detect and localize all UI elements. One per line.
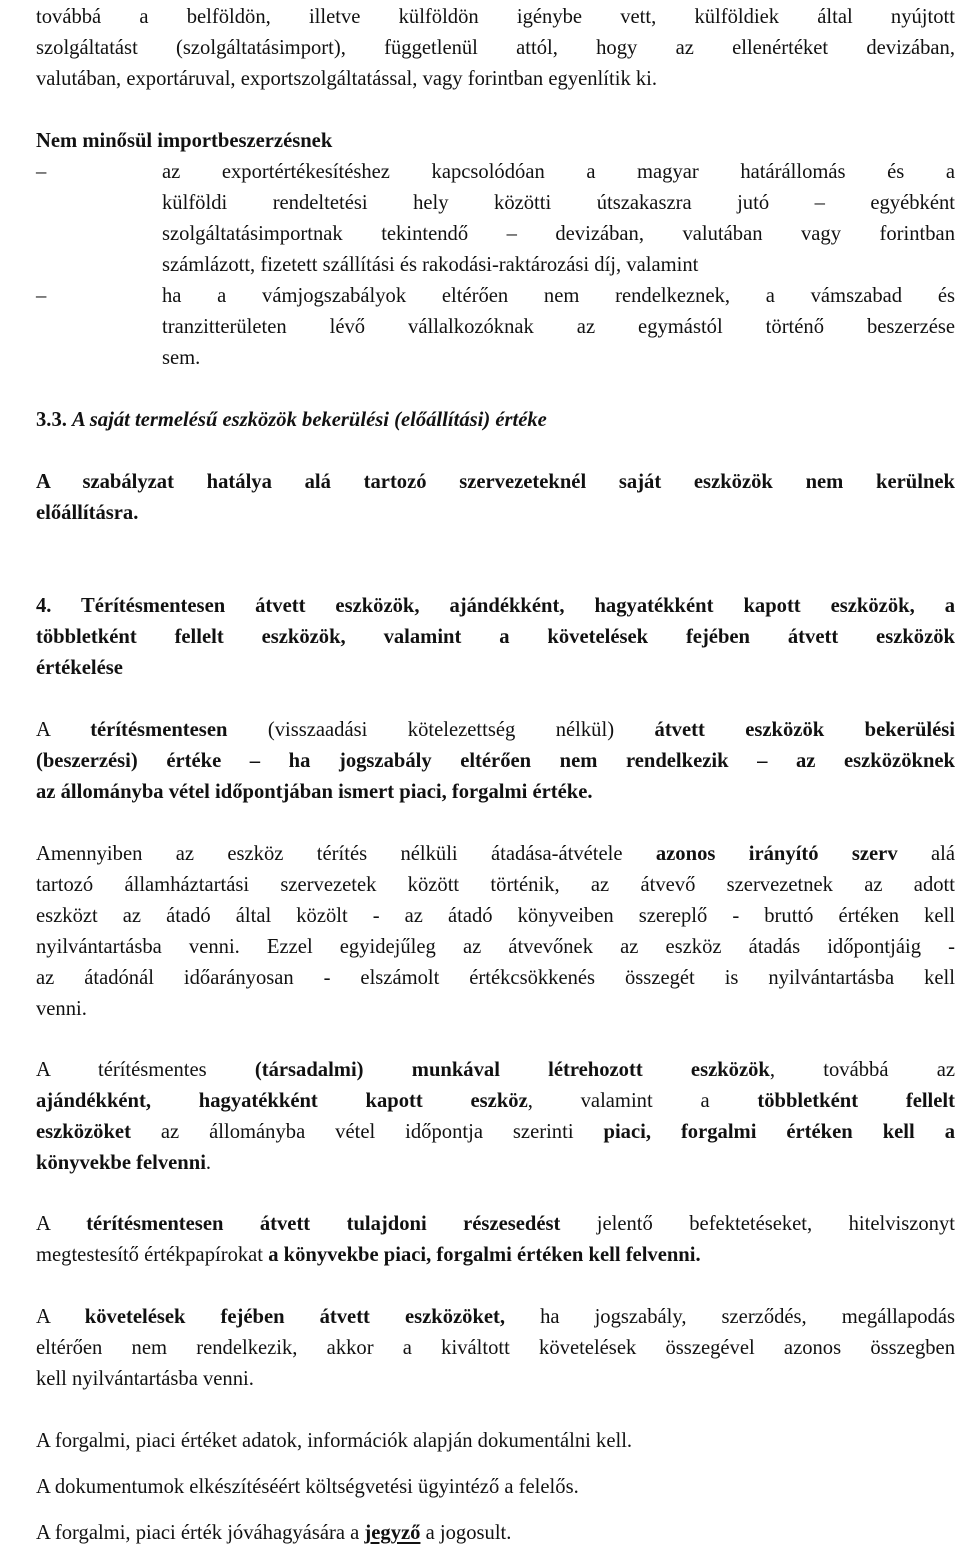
text-run: alá [897,843,955,865]
text-line [36,1302,955,1333]
paragraph-responsibility: A dokumentumok elkészítéséért költségvetési ügyintéző a felelős. [36,1476,579,1498]
text-line [36,1148,955,1179]
text-run: többletként fellelt [757,1090,955,1112]
text-line: 4. Térítésmentesen átvett eszközök, ajándékként, hagyatékként kapott eszközök, a [36,595,955,617]
list-item [36,157,955,281]
paragraph-documentation: A forgalmi, piaci értéket adatok, információk alapján dokumentálni kell. [36,1430,633,1452]
text-line [36,1117,955,1148]
text-run: A [36,1306,85,1328]
text-line: eltérően nem rendelkezik, akkor a kiváltott követelések összegével azonos összegben [36,1337,955,1359]
text-line [36,715,955,746]
text-line: az exportértékesítéshez kapcsolódóan a magyar határállomás és a [162,161,955,183]
text-line: az állományba vétel időpontjában ismert piaci, forgalmi értéke. [36,781,593,803]
text-line: eszközt az átadó által közölt - az átadó könyveiben szereplő - bruttó értéken kell [36,905,955,927]
text-line: továbbá a belföldön, illetve külföldön igénybe vett, külföldiek által nyújtott [36,6,955,28]
dash-bullet: – [36,285,47,307]
text-run: megtestesítő értékpapírokat [36,1244,269,1266]
intro-paragraph [36,2,955,95]
text-run: A térítésmentes [36,1059,255,1081]
text-run: . [205,1152,212,1174]
text-run: A forgalmi, piaci érték jóváhagyására a [36,1522,365,1544]
text-run: átvett eszközök bekerülési [654,719,956,741]
paragraph-gratuitous-value [36,715,955,808]
paragraph-ownership-interest [36,1209,955,1271]
section-3-3-paragraph [36,467,955,529]
text-run: ajándékként, hagyatékként kapott eszköz [36,1090,528,1112]
text-line: az átadónál időarányosan - elszámolt értékcsökkenés összegét is nyilvántartásba kell [36,967,955,989]
text-run: (visszaadási kötelezettség nélkül) [227,719,655,741]
paragraph-same-controlling-body [36,839,955,1025]
text-run: könyvekbe felvenni [36,1152,206,1174]
text-line: értékelése [36,657,123,679]
text-line [36,1209,955,1240]
text-line: venni. [36,998,87,1020]
text-line: kell nyilvántartásba venni. [36,1368,254,1390]
text-run: követelések fejében átvett eszközöket, [84,1306,506,1328]
dash-bullet: – [36,161,47,183]
section-heading-4 [36,591,955,684]
text-run: azonos irányító szerv [655,843,898,865]
list-item [36,281,955,374]
text-run: ha jogszabály, szerződés, megállapodás [505,1306,955,1328]
text-line: külföldi rendeltetési hely közötti útszakaszra jutó – egyébként [162,192,955,214]
text-run: térítésmentesen átvett tulajdoni részesedést [86,1213,561,1235]
text-line: ha a vámjogszabályok eltérően nem rendelkeznek, a vámszabad és [162,285,955,307]
text-line: többletként fellelt eszközök, valamint a követelések fejében átvett eszközök [36,626,955,648]
text-run: (társadalmi) munkával létrehozott eszközök [254,1059,770,1081]
text-run: piaci, forgalmi értéken kell a [603,1121,955,1143]
text-line: valutában, exportáruval, exportszolgáltatással, vagy forintban egyenlítik ki. [36,68,658,90]
paragraph-social-work-assets [36,1055,955,1179]
text-run: a jogosult. [420,1522,512,1544]
text-run: az állományba vétel időpontja szerinti [130,1121,604,1143]
text-run: , továbbá az [769,1059,955,1081]
text-line: tartozó államháztartási szervezetek között történik, az átvevő szervezetnek az adott [36,874,955,896]
text-line: szolgáltatásimportnak tekintendő – devizában, valutában vagy forintban [162,223,955,245]
text-run: térítésmentesen [90,719,228,741]
text-line: nyilvántartásba venni. Ezzel egyidejűleg az átvevőnek az eszköz átadás időpontjáig - [36,936,955,958]
text-line: (beszerzési) értéke – ha jogszabály eltérően nem rendelkezik – az eszközöknek [36,750,955,772]
section-heading-3-3 [36,405,955,436]
text-line: számlázott, fizetett szállítási és rakodási-raktározási díj, valamint [162,254,699,276]
text-run: A [36,1213,87,1235]
text-line: szolgáltatást (szolgáltatásimport), függetlenül attól, hogy az ellenértéket devizában, [36,37,955,59]
text-line [36,839,955,870]
text-run: , valamint a [527,1090,758,1112]
text-run: jelentő befektetéseket, hitelviszonyt [560,1213,955,1235]
section-number: 3.3. [36,409,67,431]
text-line [36,1055,955,1086]
text-line: előállításra. [36,502,139,524]
not-import-heading: Nem minősül importbeszerzésnek [36,130,333,152]
section-title: A saját termelésű eszközök bekerülési (előállítási) értéke [72,409,547,431]
text-run: eszközöket [36,1121,131,1143]
text-line: sem. [162,347,201,369]
text-line [36,1240,955,1271]
text-line: tranzitterületen lévő vállalkozóknak az egymástól történő beszerzése [162,316,955,338]
text-line: A szabályzat hatálya alá tartozó szervezeteknél saját eszközök nem kerülnek [36,471,955,493]
text-run: Amennyiben az eszköz térítés nélküli átadása-átvétele [36,843,656,865]
paragraph-receivables [36,1302,955,1395]
paragraph-approval [36,1518,955,1549]
text-run: A [36,719,91,741]
text-line [36,1086,955,1117]
text-run: a könyvekbe piaci, forgalmi értéken kell felvenni. [268,1244,701,1266]
text-run: jegyző [364,1522,421,1544]
